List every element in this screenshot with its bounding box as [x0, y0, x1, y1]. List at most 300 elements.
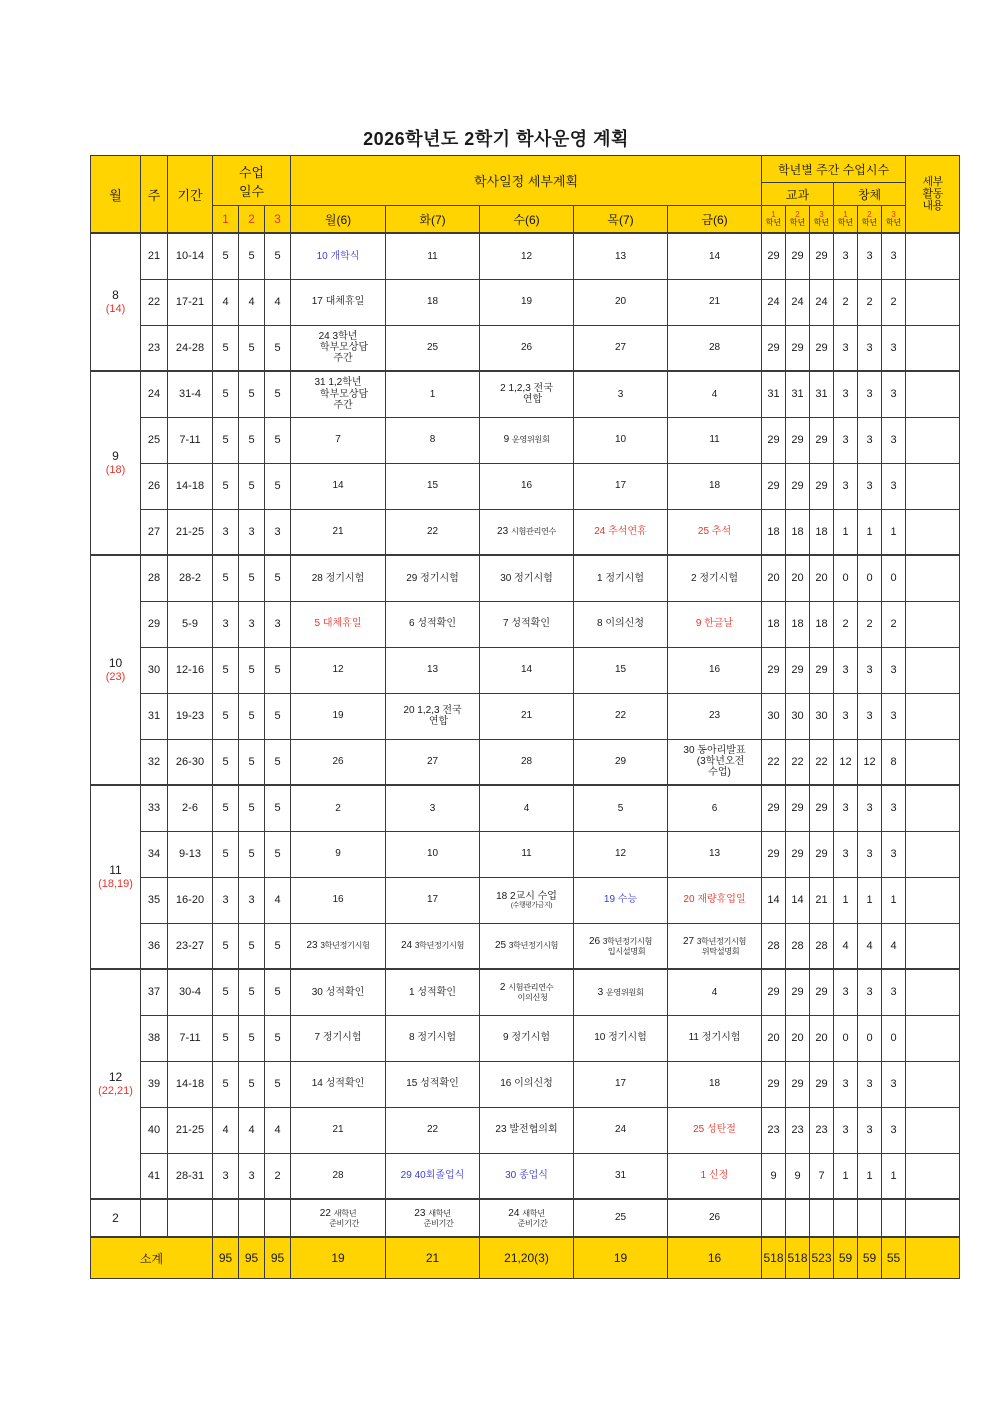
subject-hours-g2	[786, 1199, 810, 1237]
day-cell-tue-day: 10	[426, 848, 439, 860]
day-cell-mon[interactable]	[291, 555, 386, 601]
week-range: 7-11	[168, 1015, 213, 1061]
week-range: 7-11	[168, 417, 213, 463]
day-cell-fri[interactable]	[668, 463, 762, 509]
th-creative-g1: 1 학년	[834, 206, 858, 234]
th-days-3: 3	[265, 206, 291, 234]
table-body	[91, 233, 960, 1279]
day-cell-fri-day: 18	[708, 1078, 721, 1090]
school-days-g3: 5	[265, 463, 291, 509]
school-days-g3: 4	[265, 279, 291, 325]
total-row	[91, 1237, 960, 1279]
day-cell-fri[interactable]	[668, 877, 762, 923]
creative-hours-g3: 3	[882, 693, 906, 739]
subject-hours-g1: 20	[762, 555, 786, 601]
day-cell-mon[interactable]	[291, 923, 386, 969]
day-cell-thu[interactable]	[574, 1199, 668, 1237]
week-range: 23-27	[168, 923, 213, 969]
day-cell-thu[interactable]	[574, 233, 668, 279]
creative-hours-g1: 3	[834, 969, 858, 1015]
day-cell-wed[interactable]	[480, 739, 574, 785]
day-cell-fri[interactable]	[668, 1199, 762, 1237]
day-cell-thu[interactable]	[574, 279, 668, 325]
school-days-g1: 5	[213, 923, 239, 969]
day-cell-tue[interactable]	[386, 325, 480, 371]
day-cell-fri[interactable]	[668, 601, 762, 647]
day-cell-mon[interactable]	[291, 785, 386, 831]
day-cell-fri[interactable]	[668, 325, 762, 371]
day-cell-thu[interactable]	[574, 325, 668, 371]
creative-hours-g3: 0	[882, 1015, 906, 1061]
creative-hours-g2: 3	[858, 417, 882, 463]
subject-hours-g3: 18	[810, 601, 834, 647]
day-cell-thu[interactable]	[574, 601, 668, 647]
day-cell-thu[interactable]	[574, 1107, 668, 1153]
day-cell-wed[interactable]	[480, 831, 574, 877]
day-cell-wed[interactable]	[480, 509, 574, 555]
total-thu: 19	[574, 1237, 668, 1279]
detail-activity-cell[interactable]	[906, 739, 960, 785]
day-cell-fri-day: 2	[691, 572, 697, 584]
day-cell-mon[interactable]	[291, 647, 386, 693]
day-cell-mon-day: 14	[311, 1078, 323, 1090]
table-row	[91, 1153, 960, 1199]
week-number: 29	[141, 601, 168, 647]
day-cell-mon[interactable]	[291, 509, 386, 555]
day-cell-tue-event: 성적확인	[417, 986, 456, 998]
day-cell-tue[interactable]	[386, 969, 480, 1015]
day-cell-fri-event2: 위탁설명회	[701, 946, 740, 956]
day-cell-thu[interactable]	[574, 831, 668, 877]
table-row	[91, 601, 960, 647]
detail-activity-cell[interactable]	[906, 785, 960, 831]
detail-activity-cell[interactable]	[906, 463, 960, 509]
th-week: 주	[141, 156, 168, 234]
day-cell-tue[interactable]	[386, 693, 480, 739]
day-cell-fri-day: 9	[695, 618, 702, 630]
day-cell-wed-event: 종업식	[518, 1170, 548, 1182]
creative-hours-g2: 1	[858, 877, 882, 923]
day-cell-tue-day: 18	[426, 296, 439, 308]
day-cell-tue[interactable]	[386, 601, 480, 647]
day-cell-wed[interactable]	[480, 1199, 574, 1237]
day-cell-tue[interactable]	[386, 785, 480, 831]
creative-hours-g3: 3	[882, 785, 906, 831]
day-cell-thu[interactable]	[574, 1061, 668, 1107]
day-cell-mon[interactable]	[291, 279, 386, 325]
day-cell-tue[interactable]	[386, 509, 480, 555]
subject-hours-g3: 29	[810, 233, 834, 279]
table-row	[91, 1061, 960, 1107]
day-cell-thu[interactable]	[574, 739, 668, 785]
day-cell-mon[interactable]	[291, 1107, 386, 1153]
day-cell-wed[interactable]	[480, 1015, 574, 1061]
detail-activity-cell[interactable]	[906, 325, 960, 371]
day-cell-thu-event: 정기시험	[605, 572, 644, 584]
week-number: 24	[141, 371, 168, 417]
day-cell-wed[interactable]	[480, 325, 574, 371]
day-cell-tue[interactable]	[386, 739, 480, 785]
day-cell-tue[interactable]	[386, 877, 480, 923]
day-cell-fri[interactable]	[668, 1153, 762, 1199]
th-subject-g2: 2 학년	[786, 206, 810, 234]
day-cell-wed[interactable]	[480, 279, 574, 325]
detail-activity-cell[interactable]	[906, 693, 960, 739]
day-cell-thu-day: 3	[617, 388, 624, 400]
subject-hours-g2: 29	[786, 831, 810, 877]
creative-hours-g2: 2	[858, 601, 882, 647]
day-cell-fri[interactable]	[668, 1015, 762, 1061]
day-cell-wed-day: 9	[503, 1032, 509, 1044]
day-cell-mon[interactable]	[291, 831, 386, 877]
day-cell-mon[interactable]	[291, 969, 386, 1015]
month-cell	[91, 1199, 141, 1237]
day-cell-fri-event2: (3학년오전	[696, 756, 745, 768]
day-cell-fri[interactable]	[668, 417, 762, 463]
table-row	[91, 1015, 960, 1061]
day-cell-thu[interactable]	[574, 417, 668, 463]
subject-hours-g2: 29	[786, 233, 810, 279]
day-cell-thu-day: 31	[614, 1170, 627, 1182]
day-cell-thu-day: 10	[594, 1032, 606, 1044]
subject-hours-g2: 9	[786, 1153, 810, 1199]
week-range: 17-21	[168, 279, 213, 325]
day-cell-fri[interactable]	[668, 647, 762, 693]
day-cell-thu[interactable]	[574, 509, 668, 555]
total-detail-activity	[906, 1237, 960, 1279]
day-cell-fri[interactable]	[668, 555, 762, 601]
day-cell-thu[interactable]	[574, 785, 668, 831]
day-cell-tue[interactable]	[386, 1199, 480, 1237]
creative-hours-g2: 1	[858, 509, 882, 555]
detail-activity-cell[interactable]	[906, 555, 960, 601]
day-cell-fri[interactable]	[668, 969, 762, 1015]
school-days-g1: 5	[213, 371, 239, 417]
day-cell-mon-event3: 주간	[333, 399, 353, 411]
day-cell-wed-event: 운영위원회	[511, 435, 550, 445]
day-cell-tue[interactable]	[386, 1061, 480, 1107]
subject-hours-g2: 29	[786, 417, 810, 463]
day-cell-wed[interactable]	[480, 233, 574, 279]
day-cell-tue[interactable]	[386, 831, 480, 877]
academic-calendar-table	[90, 155, 943, 1279]
day-cell-wed[interactable]	[480, 785, 574, 831]
week-range: 21-25	[168, 509, 213, 555]
day-cell-fri[interactable]	[668, 1061, 762, 1107]
day-cell-mon[interactable]	[291, 739, 386, 785]
th-days-2: 2	[239, 206, 265, 234]
day-cell-mon-event: 개학식	[330, 250, 360, 262]
subject-hours-g2: 29	[786, 647, 810, 693]
subject-hours-g3: 29	[810, 325, 834, 371]
th-creative: 창체	[834, 183, 906, 206]
day-cell-tue-day: 17	[426, 894, 439, 906]
day-cell-mon-day: 10	[316, 250, 328, 262]
day-cell-wed-event: 1,2,3 전국	[508, 383, 553, 395]
subject-hours-g3: 29	[810, 785, 834, 831]
day-cell-mon-day: 14	[332, 480, 344, 492]
week-number: 40	[141, 1107, 168, 1153]
day-cell-wed-day: 25	[494, 940, 507, 952]
detail-activity-cell[interactable]	[906, 371, 960, 417]
school-days-g3: 5	[265, 969, 291, 1015]
day-cell-thu-event: 3학년정기시험	[602, 936, 653, 946]
day-cell-tue-event2: 준비기간	[423, 1219, 454, 1228]
day-cell-fri-day: 21	[708, 296, 721, 308]
day-cell-wed-event2: 연합	[522, 394, 543, 406]
day-cell-fri[interactable]	[668, 923, 762, 969]
week-number: 37	[141, 969, 168, 1015]
day-cell-wed[interactable]	[480, 371, 574, 417]
detail-activity-cell[interactable]	[906, 233, 960, 279]
day-cell-mon-event3: 주간	[333, 353, 353, 365]
week-range: 24-28	[168, 325, 213, 371]
day-cell-fri[interactable]	[668, 279, 762, 325]
day-cell-wed-event2: 이의신청	[517, 993, 548, 1003]
creative-hours-g1: 3	[834, 417, 858, 463]
subject-hours-g1: 30	[762, 693, 786, 739]
creative-hours-g2: 4	[858, 923, 882, 969]
day-cell-thu[interactable]	[574, 923, 668, 969]
day-cell-tue[interactable]	[386, 371, 480, 417]
day-cell-mon[interactable]	[291, 233, 386, 279]
day-cell-thu[interactable]	[574, 969, 668, 1015]
day-cell-wed-day: 26	[520, 342, 533, 354]
creative-hours-g3: 3	[882, 647, 906, 693]
day-cell-fri[interactable]	[668, 371, 762, 417]
day-cell-wed-day: 16	[500, 1078, 512, 1090]
month-days: (22,21)	[98, 1084, 133, 1097]
day-cell-wed[interactable]	[480, 1107, 574, 1153]
creative-hours-g3: 1	[882, 877, 906, 923]
day-cell-thu-event: 추석연휴	[608, 526, 647, 538]
week-number: 27	[141, 509, 168, 555]
day-cell-wed-day: 11	[521, 848, 532, 860]
creative-hours-g3: 3	[882, 463, 906, 509]
day-cell-tue[interactable]	[386, 1015, 480, 1061]
subject-hours-g1: 29	[762, 417, 786, 463]
month-cell	[91, 785, 141, 969]
school-days-g1: 5	[213, 325, 239, 371]
creative-hours-g1: 2	[834, 601, 858, 647]
day-cell-fri[interactable]	[668, 693, 762, 739]
day-cell-mon-event: 성적확인	[325, 986, 365, 998]
day-cell-tue[interactable]	[386, 555, 480, 601]
subject-hours-g1: 29	[762, 325, 786, 371]
day-cell-thu[interactable]	[574, 647, 668, 693]
detail-activity-cell[interactable]	[906, 969, 960, 1015]
school-days-g2: 5	[239, 831, 265, 877]
day-cell-tue[interactable]	[386, 417, 480, 463]
detail-activity-cell[interactable]	[906, 279, 960, 325]
day-cell-thu[interactable]	[574, 555, 668, 601]
day-cell-thu-day: 8	[597, 618, 603, 630]
day-cell-fri[interactable]	[668, 831, 762, 877]
total-subject-g3: 523	[810, 1237, 834, 1279]
creative-hours-g1: 3	[834, 647, 858, 693]
school-days-g2: 5	[239, 1061, 265, 1107]
th-school-days-line2: 일수	[238, 183, 265, 199]
day-cell-mon[interactable]	[291, 877, 386, 923]
day-cell-mon-event2: 학부모상담	[319, 342, 369, 354]
day-cell-thu[interactable]	[574, 1153, 668, 1199]
day-cell-fri-event: 정기시험	[701, 1032, 741, 1044]
day-cell-wed[interactable]	[480, 877, 574, 923]
subject-hours-g3: 20	[810, 555, 834, 601]
day-cell-fri[interactable]	[668, 1107, 762, 1153]
detail-activity-cell[interactable]	[906, 1153, 960, 1199]
detail-activity-cell[interactable]	[906, 647, 960, 693]
day-cell-wed[interactable]	[480, 923, 574, 969]
table-row	[91, 785, 960, 831]
subject-hours-g1: 24	[762, 279, 786, 325]
day-cell-thu[interactable]	[574, 877, 668, 923]
week-number: 32	[141, 739, 168, 785]
day-cell-thu-day: 17	[614, 1078, 627, 1090]
school-days-g2: 5	[239, 555, 265, 601]
detail-activity-cell[interactable]	[906, 417, 960, 463]
detail-activity-cell[interactable]	[906, 831, 960, 877]
day-cell-wed[interactable]	[480, 463, 574, 509]
day-cell-thu[interactable]	[574, 371, 668, 417]
school-days-g1: 3	[213, 877, 239, 923]
day-cell-wed[interactable]	[480, 555, 574, 601]
school-days-g1: 5	[213, 647, 239, 693]
creative-hours-g2: 3	[858, 233, 882, 279]
detail-activity-cell[interactable]	[906, 1199, 960, 1237]
day-cell-wed-day: 23	[497, 526, 509, 538]
day-cell-mon[interactable]	[291, 1015, 386, 1061]
school-days-g2: 3	[239, 509, 265, 555]
day-cell-fri[interactable]	[668, 233, 762, 279]
week-range: 19-23	[168, 693, 213, 739]
detail-activity-cell[interactable]	[906, 1061, 960, 1107]
school-days-g3: 5	[265, 923, 291, 969]
month-cell	[91, 969, 141, 1199]
day-cell-wed[interactable]	[480, 1061, 574, 1107]
school-days-g1: 5	[213, 1015, 239, 1061]
day-cell-thu-event: 수능	[617, 894, 638, 906]
detail-activity-cell[interactable]	[906, 1015, 960, 1061]
subject-hours-g1: 22	[762, 739, 786, 785]
day-cell-thu[interactable]	[574, 1015, 668, 1061]
th-creative-g2: 2 학년	[858, 206, 882, 234]
subject-hours-g1: 14	[762, 877, 786, 923]
day-cell-fri[interactable]	[668, 785, 762, 831]
subject-hours-g3: 23	[810, 1107, 834, 1153]
detail-activity-cell[interactable]	[906, 1107, 960, 1153]
subject-hours-g2: 30	[786, 693, 810, 739]
detail-activity-cell[interactable]	[906, 601, 960, 647]
calendar-table	[90, 155, 960, 1279]
school-days-g2: 5	[239, 463, 265, 509]
creative-hours-g2: 2	[858, 279, 882, 325]
week-range: 2-6	[168, 785, 213, 831]
creative-hours-g3: 1	[882, 1153, 906, 1199]
day-cell-mon[interactable]	[291, 325, 386, 371]
day-cell-wed[interactable]	[480, 1153, 574, 1199]
day-cell-thu-day: 17	[614, 480, 627, 492]
day-cell-mon[interactable]	[291, 693, 386, 739]
day-cell-wed-event: 정기시험	[511, 1032, 550, 1044]
day-cell-tue[interactable]	[386, 1153, 480, 1199]
th-tue: 화(7)	[386, 206, 480, 234]
creative-hours-g1: 3	[834, 831, 858, 877]
detail-activity-cell[interactable]	[906, 877, 960, 923]
day-cell-tue[interactable]	[386, 233, 480, 279]
day-cell-wed[interactable]	[480, 647, 574, 693]
day-cell-wed[interactable]	[480, 969, 574, 1015]
day-cell-wed[interactable]	[480, 693, 574, 739]
week-number: 22	[141, 279, 168, 325]
day-cell-wed[interactable]	[480, 601, 574, 647]
day-cell-fri[interactable]	[668, 509, 762, 555]
school-days-g3: 2	[265, 1153, 291, 1199]
school-days-g3: 5	[265, 555, 291, 601]
school-days-g2: 5	[239, 923, 265, 969]
day-cell-fri-day: 13	[708, 848, 721, 860]
day-cell-fri-day: 25	[697, 526, 710, 538]
day-cell-tue[interactable]	[386, 463, 480, 509]
school-days-g1: 5	[213, 1061, 239, 1107]
day-cell-tue[interactable]	[386, 647, 480, 693]
day-cell-mon[interactable]	[291, 1199, 386, 1237]
day-cell-fri-day: 23	[708, 710, 721, 722]
school-days-g3: 5	[265, 739, 291, 785]
th-detail-activity-l3: 내용	[922, 200, 943, 213]
day-cell-mon[interactable]	[291, 371, 386, 417]
day-cell-mon[interactable]	[291, 417, 386, 463]
day-cell-wed[interactable]	[480, 417, 574, 463]
total-days-g2: 95	[239, 1237, 265, 1279]
subject-hours-g2: 29	[786, 785, 810, 831]
day-cell-mon[interactable]	[291, 1153, 386, 1199]
day-cell-mon[interactable]	[291, 463, 386, 509]
th-detail-activity	[906, 156, 960, 234]
detail-activity-cell[interactable]	[906, 923, 960, 969]
day-cell-mon[interactable]	[291, 1061, 386, 1107]
day-cell-mon-day: 28	[332, 1170, 344, 1182]
school-days-g1: 5	[213, 693, 239, 739]
day-cell-mon[interactable]	[291, 601, 386, 647]
day-cell-fri-event: 추석	[711, 526, 732, 538]
subject-hours-g2: 18	[786, 601, 810, 647]
day-cell-thu-event2: 입시설명회	[607, 946, 646, 956]
day-cell-tue[interactable]	[386, 279, 480, 325]
school-days-g3	[265, 1199, 291, 1237]
subject-hours-g3: 28	[810, 923, 834, 969]
day-cell-tue[interactable]	[386, 1107, 480, 1153]
day-cell-fri-event: 한글날	[704, 618, 734, 630]
day-cell-thu[interactable]	[574, 693, 668, 739]
detail-activity-cell[interactable]	[906, 509, 960, 555]
day-cell-wed-event: 3학년정기시험	[508, 941, 559, 951]
day-cell-wed-event: 정기시험	[514, 572, 553, 584]
school-days-g3: 5	[265, 693, 291, 739]
subject-hours-g1: 29	[762, 969, 786, 1015]
week-number: 38	[141, 1015, 168, 1061]
day-cell-tue[interactable]	[386, 923, 480, 969]
day-cell-mon-event: 정기시험	[325, 572, 365, 584]
day-cell-fri[interactable]	[668, 739, 762, 785]
subject-hours-g3: 24	[810, 279, 834, 325]
day-cell-mon-day: 21	[332, 1124, 344, 1136]
day-cell-wed-event: 성적확인	[511, 618, 550, 630]
day-cell-thu[interactable]	[574, 463, 668, 509]
table-row	[91, 371, 960, 417]
day-cell-wed-day: 16	[520, 480, 533, 492]
th-thu: 목(7)	[574, 206, 668, 234]
